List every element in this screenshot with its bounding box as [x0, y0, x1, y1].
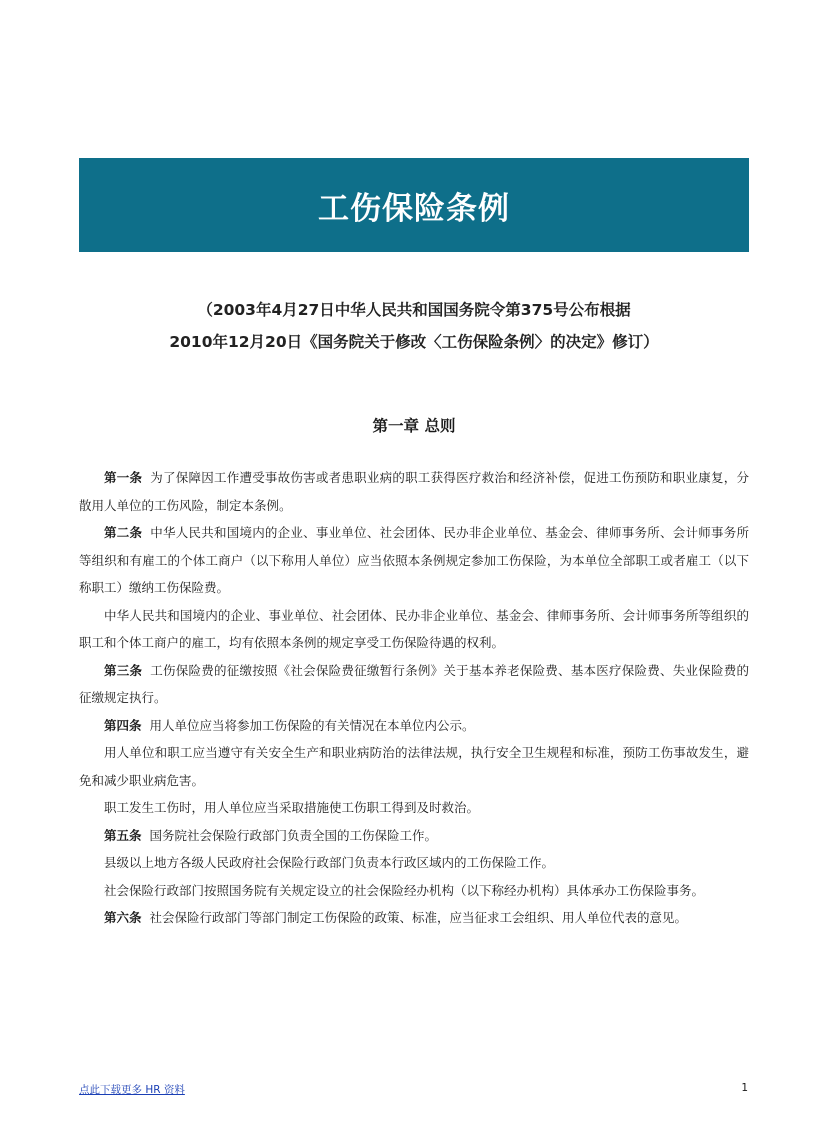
- paragraph-text: 社会保险行政部门等部门制定工伤保险的政策、标准，应当征求工会组织、用人单位代表的意见。: [149, 910, 688, 925]
- paragraph: [79, 739, 749, 794]
- article-label: 第二条: [104, 525, 143, 540]
- paragraph: [79, 849, 749, 877]
- paragraph-text: 中华人民共和国境内的企业、事业单位、社会团体、民办非企业单位、基金会、律师事务所、会计师事务所等组织的职工和个体工商户的雇工，均有依照本条例的规定享受工伤保险待遇的权利。: [79, 607, 749, 650]
- paragraph: [79, 464, 749, 519]
- document-title: 工伤保险条例: [318, 190, 510, 227]
- article-body: [79, 464, 749, 932]
- paragraph: [79, 794, 749, 822]
- paragraph-text: 用人单位应当将参加工伤保险的有关情况在本单位内公示。: [149, 717, 475, 733]
- paragraph-text: 国务院社会保险行政部门负责全国的工伤保险工作。: [149, 827, 438, 843]
- page-number: 1: [741, 1082, 748, 1094]
- download-hr-link[interactable]: 点此下载更多 HR 资料: [79, 1084, 185, 1096]
- title-banner: [79, 158, 749, 252]
- paragraph: [79, 602, 749, 657]
- paragraph: [79, 712, 749, 740]
- subtitle-line-2: 2010年12月20日《国务院关于修改〈工伤保险条例〉的决定》修订）: [169, 333, 659, 351]
- paragraph-text: 县级以上地方各级人民政府社会保险行政部门负责本行政区域内的工伤保险工作。: [104, 855, 555, 870]
- article-label: 第五条: [104, 827, 142, 843]
- paragraph-text: 职工发生工伤时，用人单位应当采取措施使工伤职工得到及时救治。: [104, 800, 480, 815]
- article-label: 第一条: [104, 470, 143, 485]
- article-label: 第六条: [104, 910, 142, 925]
- paragraph: [79, 904, 749, 932]
- paragraph-text: 社会保险行政部门按照国务院有关规定设立的社会保险经办机构（以下称经办机构）具体承办工伤保险事务。: [104, 882, 705, 898]
- paragraph: [79, 877, 749, 905]
- paragraph: [79, 519, 749, 602]
- subtitle-line-1: （2003年4月27日中华人民共和国国务院令第375号公布根据: [197, 301, 631, 319]
- article-label: 第三条: [104, 662, 143, 678]
- paragraph-text: 用人单位和职工应当遵守有关安全生产和职业病防治的法律法规，执行安全卫生规程和标准，预防工伤事故发生，避免和减少职业病危害。: [79, 745, 749, 788]
- paragraph-text: 中华人民共和国境内的企业、事业单位、社会团体、民办非企业单位、基金会、律师事务所、会计师事务所等组织和有雇工的个体工商户（以下称用人单位）应当依照本条例规定参加工伤保险，为本单位全部职工或者雇工（以下称职工）缴纳工伤保险费。: [79, 525, 749, 595]
- article-label: 第四条: [104, 717, 142, 733]
- paragraph-text: 为了保障因工作遭受事故伤害或者患职业病的职工获得医疗救治和经济补偿，促进工伤预防和职业康复，分散用人单位的工伤风险，制定本条例。: [79, 470, 749, 513]
- paragraph: [79, 822, 749, 850]
- paragraph: [79, 657, 749, 712]
- chapter-heading: 第一章 总则: [372, 417, 456, 435]
- paragraph-text: 工伤保险费的征缴按照《社会保险费征缴暂行条例》关于基本养老保险费、基本医疗保险费、失业保险费的征缴规定执行。: [79, 662, 749, 705]
